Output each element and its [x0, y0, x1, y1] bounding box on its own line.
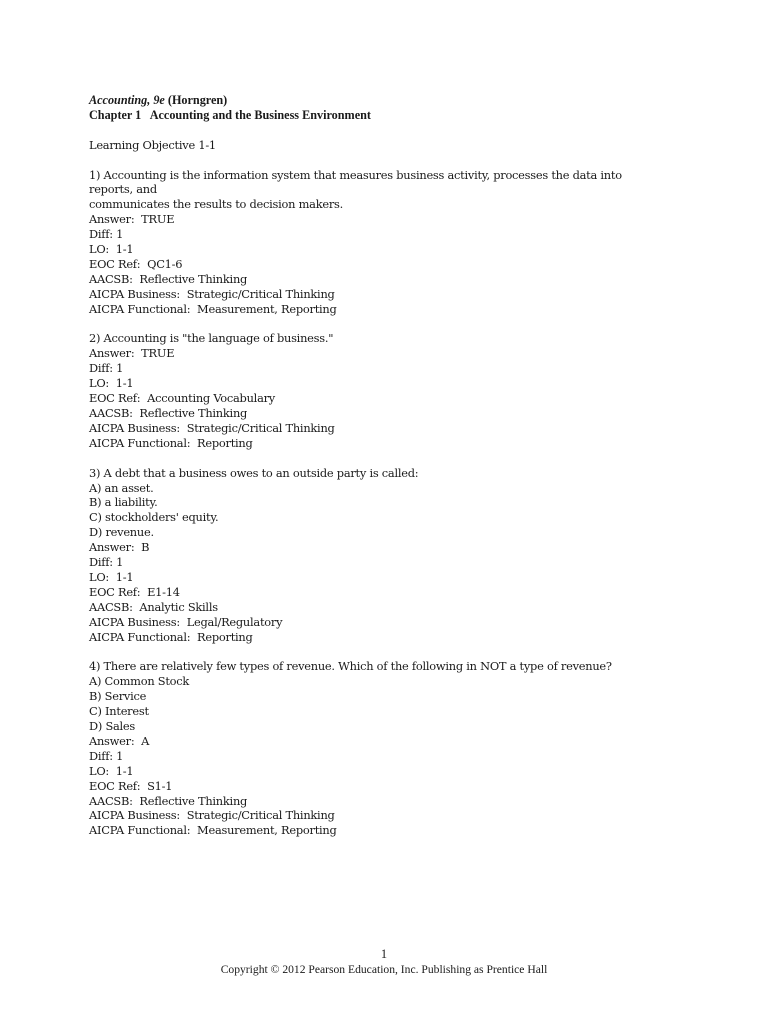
question-line: AICPA Functional: Measurement, Reporting — [89, 301, 337, 316]
question-block — [89, 168, 649, 317]
question-text: 1) Accounting is the information system that measures business activity, processes the data into reports, and — [89, 167, 626, 197]
question-line: D) revenue. — [89, 525, 154, 540]
question-block — [89, 659, 649, 838]
question-line: Answer: TRUE — [89, 212, 175, 227]
question-line: AICPA Business: Strategic/Critical Thinking — [89, 286, 335, 301]
question-text: 4) There are relatively few types of revenue. Which of the following in NOT a type of revenue? — [89, 659, 612, 674]
question-line: C) Interest — [89, 704, 149, 719]
question-line: B) Service — [89, 689, 147, 704]
question-line: Diff: 1 — [89, 361, 124, 376]
question-list — [89, 168, 649, 839]
book-author: (Horngren) — [167, 93, 228, 107]
page-number: 1 — [380, 947, 388, 961]
question-line: EOC Ref: QC1-6 — [89, 256, 183, 271]
chapter-title: Chapter 1 Accounting and the Business Environment — [89, 107, 371, 122]
question-line: AACSB: Reflective Thinking — [89, 405, 248, 420]
spacer — [89, 317, 649, 332]
book-title: Accounting, 9e — [89, 93, 165, 107]
question-line: LO: 1-1 — [89, 569, 134, 584]
question-line: AACSB: Reflective Thinking — [89, 793, 248, 808]
question-line: Answer: TRUE — [89, 346, 175, 361]
question-line: AACSB: Reflective Thinking — [89, 271, 248, 286]
question-line: LO: 1-1 — [89, 763, 134, 778]
spacer — [89, 644, 649, 659]
question-block — [89, 466, 649, 645]
question-line: AACSB: Analytic Skills — [89, 599, 218, 614]
spacer — [89, 451, 649, 466]
question-line: A) Common Stock — [89, 674, 190, 689]
question-line: EOC Ref: S1-1 — [89, 778, 173, 793]
document-body — [89, 93, 649, 838]
question-line: EOC Ref: Accounting Vocabulary — [89, 391, 275, 406]
question-line: LO: 1-1 — [89, 376, 134, 391]
question-line: D) Sales — [89, 718, 136, 733]
question-line: LO: 1-1 — [89, 242, 134, 257]
question-line: Diff: 1 — [89, 227, 124, 242]
question-line: AICPA Functional: Reporting — [89, 629, 253, 644]
question-line: communicates the results to decision makers. — [89, 197, 343, 212]
question-line: AICPA Business: Strategic/Critical Thinking — [89, 420, 335, 435]
learning-objective: Learning Objective 1-1 — [89, 137, 216, 152]
question-block — [89, 331, 649, 450]
question-line: B) a liability. — [89, 495, 158, 510]
question-text: 3) A debt that a business owes to an outside party is called: — [89, 465, 419, 480]
question-line: C) stockholders' equity. — [89, 510, 219, 525]
book-title-line — [89, 93, 649, 108]
question-text: 2) Accounting is "the language of business." — [89, 331, 334, 346]
question-line: AICPA Business: Strategic/Critical Thinking — [89, 808, 335, 823]
copyright-notice: Copyright © 2012 Pearson Education, Inc. Publishing as Prentice Hall — [220, 963, 548, 976]
spacer — [89, 153, 649, 168]
question-line: AICPA Business: Legal/Regulatory — [89, 614, 283, 629]
question-line: AICPA Functional: Reporting — [89, 435, 253, 450]
question-line: Diff: 1 — [89, 555, 124, 570]
question-line: Answer: A — [89, 733, 150, 748]
question-line: Answer: B — [89, 540, 150, 555]
question-line: AICPA Functional: Measurement, Reporting — [89, 823, 337, 838]
question-line: EOC Ref: E1-14 — [89, 584, 180, 599]
spacer — [89, 123, 649, 138]
question-line: Diff: 1 — [89, 748, 124, 763]
question-line: A) an asset. — [89, 480, 154, 495]
